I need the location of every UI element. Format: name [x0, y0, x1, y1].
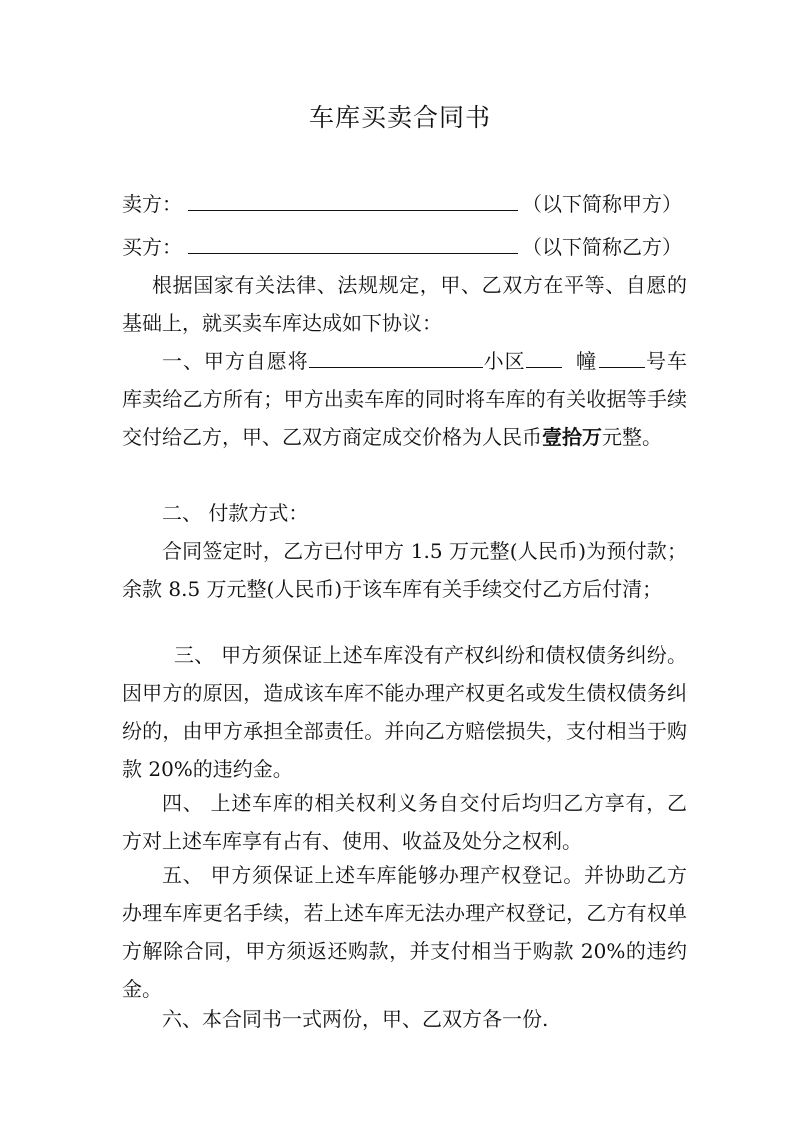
clause-2-body: [122, 532, 687, 608]
clause3-text: 三、 甲方须保证上述车库没有产权纠纷和债权债务纠纷。因甲方的原因，造成该车库不能办理产权更名或发生债权债务纠纷的，由甲方承担全部责任。并向乙方赔偿损失，支付相当于购款 20%的违约金。: [122, 643, 687, 781]
clause1-building-label: 幢: [576, 349, 598, 373]
clause6-text: 六、本合同书一式两份，甲、乙双方各一份.: [162, 1007, 549, 1031]
clause1-community-label: 小区: [482, 349, 526, 373]
buyer-label: 买方：: [122, 235, 182, 259]
buyer-suffix: （以下简称乙方）: [522, 235, 682, 259]
clause2-text: 合同签定时，乙方已付甲方 1.5 万元整(人民币)为预付款；余款 8.5 万元整(人民币)于该车库有关手续交付乙方后付清；: [122, 539, 687, 601]
document-title: 车库买卖合同书: [308, 103, 491, 132]
blank-building: [526, 349, 562, 368]
clause1-text: 号车库卖给乙方所有；甲方出卖车库的同时将车库的有关收据等手续交付给乙方，甲、乙双方商定成交价格为人民币: [122, 349, 688, 449]
buyer-blank: [188, 235, 518, 254]
intro-paragraph: [122, 266, 687, 342]
blank-unit: [599, 349, 645, 368]
seller-suffix: （以下简称甲方）: [522, 192, 682, 216]
clause-6: [122, 1000, 687, 1038]
clause2-heading: 二、 付款方式：: [162, 501, 309, 525]
intro-text: 根据国家有关法律、法规规定，甲、乙双方在平等、自愿的基础上，就买卖车库达成如下协议：: [122, 273, 687, 335]
seller-line: [122, 188, 692, 217]
clause1-amount: 壹拾万: [542, 425, 602, 449]
clause-5: [122, 856, 687, 1008]
buyer-line: [122, 231, 692, 260]
clause-4: [122, 784, 687, 860]
clause-3: [122, 636, 687, 788]
blank-community: [309, 349, 483, 368]
clause4-text: 四、 上述车库的相关权利义务自交付后均归乙方享有，乙方对上述车库享有占有、使用、收益及处分之权利。: [122, 791, 687, 853]
clause-1: [122, 342, 687, 456]
seller-blank: [188, 192, 518, 211]
clause-2-heading: [122, 494, 687, 532]
clause1-prefix: 一、甲方自愿将: [162, 349, 309, 373]
clause5-text: 五、 甲方须保证上述车库能够办理产权登记。并协助乙方办理车库更名手续，若上述车库无法办理产权登记，乙方有权单方解除合同，甲方须返还购款，并支付相当于购款 20%的违约金。: [122, 863, 687, 1001]
clause1-end: 元整。: [602, 425, 662, 449]
seller-label: 卖方：: [122, 192, 182, 216]
